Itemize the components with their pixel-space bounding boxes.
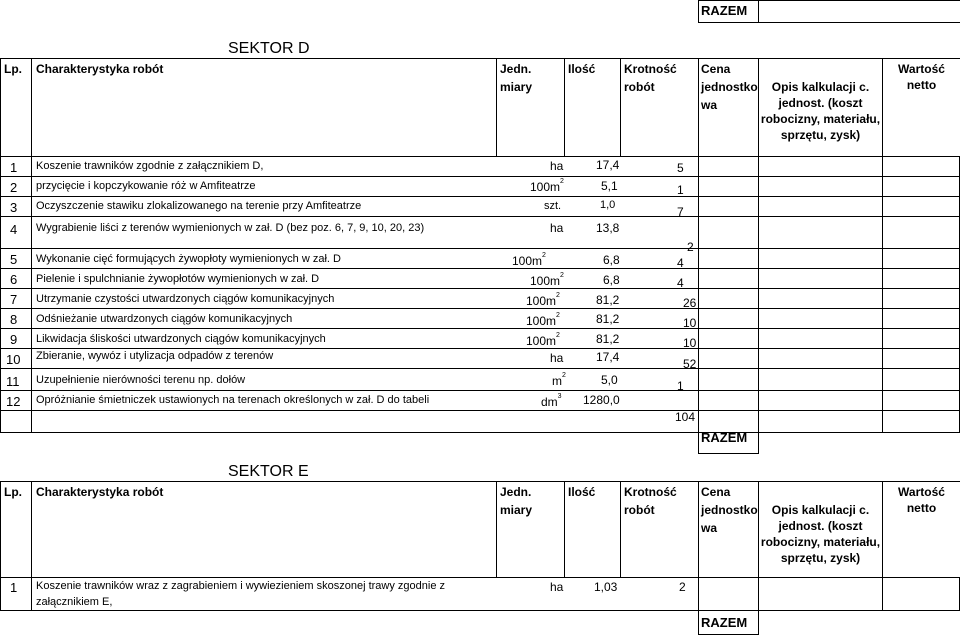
row-lp: 11 <box>6 374 20 389</box>
header-calc-4: sprzętu, zysk) <box>780 551 861 565</box>
row-desc: Koszenie trawników zgodnie z załącznikiem D, <box>36 160 264 172</box>
row-qty: 81,2 <box>596 293 620 307</box>
row-unit: $100m^2$ <box>530 272 564 288</box>
row-qty: 81,2 <box>596 332 620 346</box>
row-desc: Wykonanie cięć formujących żywopłoty wymienionych w zał. D <box>36 253 341 265</box>
row-unit: $m^2$ <box>552 372 566 388</box>
header-desc: Charakterystyka robót <box>36 62 164 76</box>
header-price-2: jednostko <box>701 80 758 94</box>
row-qty: 6,8 <box>603 273 620 287</box>
header-unit-1: Jedn. <box>500 485 532 499</box>
header-unit-2: miary <box>500 503 533 517</box>
row-lp: 12 <box>6 394 21 409</box>
row-mult: 10 <box>683 316 697 330</box>
row-qty: 17,4 <box>596 350 620 364</box>
header-calc-2: jednost. (koszt <box>778 96 863 110</box>
header-qty: Ilość <box>568 62 596 76</box>
row-desc: Oczyszczenie stawiku zlokalizowanego na terenie przy Amfiteatrze <box>36 200 362 212</box>
row-lp: 1 <box>10 160 18 175</box>
row-unit: ha <box>550 221 564 235</box>
header-calc-1: Opis kalkulacji c. <box>771 80 870 94</box>
row-qty: 81,2 <box>596 312 620 326</box>
row-desc: Uzupełnienie nierówności terenu np. dołów <box>36 374 246 386</box>
row-qty: 1280,0 <box>583 393 620 407</box>
header-calc-3: robocizny, materiału, <box>760 112 881 126</box>
row-lp: 9 <box>10 332 18 347</box>
row-qty: 1,0 <box>600 199 616 211</box>
row-mult: 52 <box>683 357 697 371</box>
row-unit: $100m^2$ <box>526 332 560 348</box>
razem-label-d: RAZEM <box>701 430 748 445</box>
header-price-3: wa <box>701 521 718 535</box>
row-lp: 5 <box>10 252 18 267</box>
row-mult: 1 <box>677 379 684 393</box>
row-qty: 1,03 <box>594 580 618 594</box>
header-calc-1: Opis kalkulacji c. <box>771 503 870 517</box>
header-value-1: Wartość <box>898 485 945 499</box>
row-unit: ha <box>550 580 564 594</box>
row-lp: 4 <box>10 222 18 237</box>
header-calc-2: jednost. (koszt <box>778 519 863 533</box>
header-lp: Lp. <box>4 485 22 499</box>
header-mult-1: Krotność <box>624 62 677 76</box>
row-lp: 7 <box>10 292 18 307</box>
row-lp: 2 <box>10 180 18 195</box>
row-mult: 5 <box>677 161 684 175</box>
row-lp: 8 <box>10 312 18 327</box>
sector-d-title: SEKTOR D <box>228 40 310 57</box>
header-calc-4: sprzętu, zysk) <box>780 128 861 142</box>
row-desc-line-1: Koszenie trawników wraz z zagrabieniem i wywiezieniem skoszonej trawy zgodnie z <box>36 580 446 592</box>
row-unit: ha <box>550 351 564 365</box>
header-value-2: netto <box>906 78 937 92</box>
row-unit: $100m^2$ <box>512 252 546 268</box>
row-mult: 4 <box>677 276 684 290</box>
row-mult: 2 <box>687 240 694 254</box>
row-unit: $100m^2$ <box>526 312 560 328</box>
header-unit-2: miary <box>500 80 533 94</box>
row-mult: 2 <box>679 580 686 594</box>
header-lp: Lp. <box>4 62 22 76</box>
row-desc: Pielenie i spulchnianie żywopłotów wymienionych w zał. D <box>36 273 320 285</box>
razem-label-top: RAZEM <box>701 3 748 18</box>
row-mult: 104 <box>675 410 696 424</box>
row-mult: 4 <box>677 256 684 270</box>
row-unit: ha <box>550 159 564 173</box>
header-desc: Charakterystyka robót <box>36 485 164 499</box>
header-price-1: Cena <box>701 485 731 499</box>
row-unit: $dm^3$ <box>541 393 562 409</box>
row-qty: 6,8 <box>603 253 620 267</box>
row-desc: Opróżnianie śmietniczek ustawionych na terenach określonych w zał. D do tabeli <box>36 394 430 406</box>
row-qty: 17,4 <box>596 158 620 172</box>
header-value-2: netto <box>906 501 937 515</box>
row-desc: Utrzymanie czystości utwardzonych ciągów komunikacyjnych <box>36 293 335 305</box>
row-desc: Likwidacja śliskości utwardzonych ciągów komunikacyjnych <box>36 333 326 345</box>
row-desc: przycięcie i kopczykowanie róż w Amfiteatrze <box>36 180 256 192</box>
header-mult-1: Krotność <box>624 485 677 499</box>
row-unit: $100m^2$ <box>530 178 564 194</box>
sector-e-title: SEKTOR E <box>228 463 309 480</box>
header-price-3: wa <box>701 98 718 112</box>
row-qty: 5,1 <box>601 179 618 193</box>
row-mult: 7 <box>677 205 684 219</box>
header-calc-3: robocizny, materiału, <box>760 535 881 549</box>
row-mult: 10 <box>683 336 697 350</box>
row-unit: szt. <box>544 200 562 212</box>
row-qty: 5,0 <box>601 373 618 387</box>
row-qty: 13,8 <box>596 221 620 235</box>
row-desc: Wygrabienie liści z terenów wymienionych w zał. D (bez poz. 6, 7, 9, 10, 20, 23) <box>36 222 425 234</box>
header-unit-1: Jedn. <box>500 62 532 76</box>
row-mult: 1 <box>677 183 684 197</box>
row-desc: Odśnieżanie utwardzonych ciągów komunikacyjnych <box>36 313 293 325</box>
row-lp: 1 <box>10 580 18 595</box>
row-lp: 6 <box>10 272 18 287</box>
header-value-1: Wartość <box>898 62 945 76</box>
razem-label-e: RAZEM <box>701 615 748 630</box>
header-price-2: jednostko <box>701 503 758 517</box>
header-price-1: Cena <box>701 62 731 76</box>
row-desc: Zbieranie, wywóz i utylizacja odpadów z terenów <box>36 350 274 362</box>
row-lp: 10 <box>6 352 21 367</box>
header-qty: Ilość <box>568 485 596 499</box>
row-lp: 3 <box>10 200 18 215</box>
header-mult-2: robót <box>624 503 655 517</box>
row-unit: $100m^2$ <box>526 292 560 308</box>
row-desc-line-2: załącznikiem E, <box>36 596 113 608</box>
header-mult-2: robót <box>624 80 655 94</box>
row-mult: 26 <box>683 296 697 310</box>
